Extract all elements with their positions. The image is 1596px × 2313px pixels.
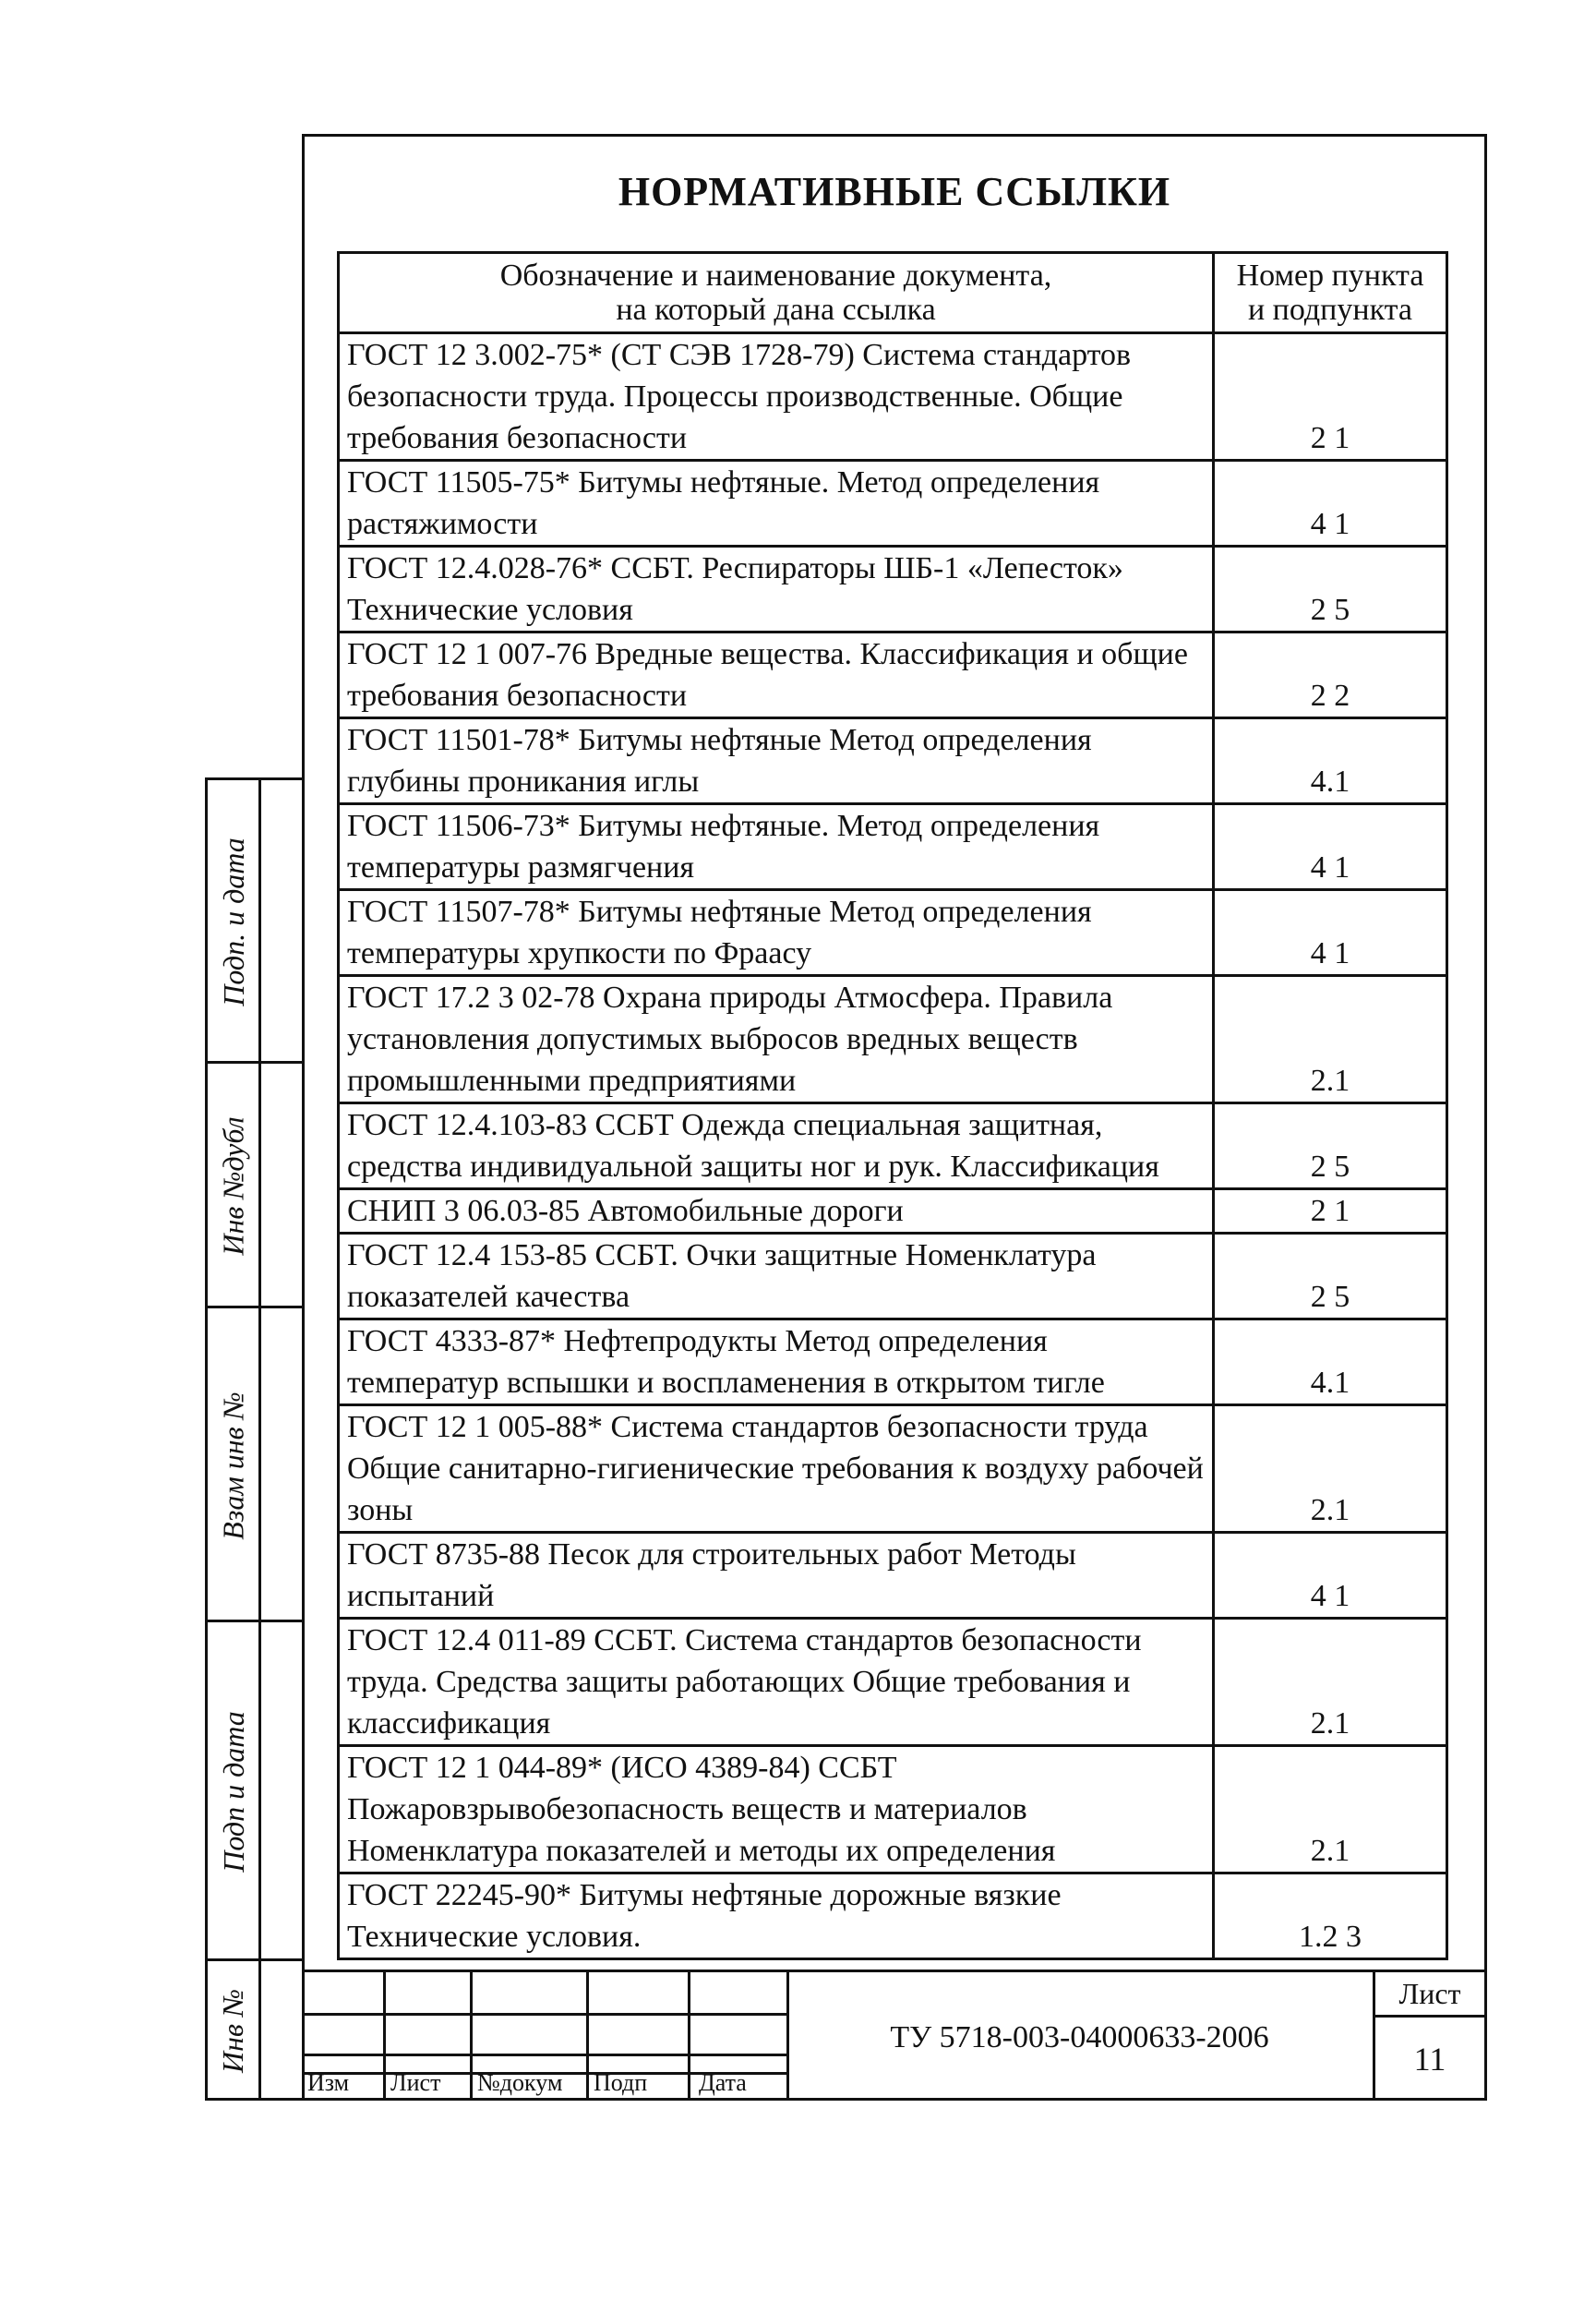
clause-number-cell: 4.1 [1214, 718, 1447, 804]
side-label-dup-inv: Инв №дубл [216, 1116, 250, 1256]
table-row [339, 632, 1447, 718]
table-row [339, 1234, 1447, 1319]
stamp-header-sheet: Лист [390, 2069, 441, 2096]
side-label-sign-date-2: Подп и дата [216, 1711, 250, 1873]
document-name-cell: ГОСТ 4333-87* Нефтепродукты Метод определения температур вспышки и воспламенения в открытом тигле [339, 1319, 1214, 1405]
stamp-line [302, 2054, 786, 2056]
side-stamp-strip [205, 777, 302, 2101]
document-name-cell: ГОСТ 11507-78* Битумы нефтяные Метод определения температуры хрупкости по Фраасу [339, 890, 1214, 976]
document-name-cell: ГОСТ 22245-90* Битумы нефтяные дорожные вязкие Технические условия. [339, 1873, 1214, 1959]
title-block [302, 1970, 1487, 2101]
document-name-cell: ГОСТ 11501-78* Битумы нефтяные Метод определения глубины проникания иглы [339, 718, 1214, 804]
references-table [337, 251, 1448, 1960]
document-name-cell: ГОСТ 12 1 044-89* (ИСО 4389-84) ССБТ Пожаровзрывобезопасность веществ и материалов Номенклатура показателей и методы их определения [339, 1746, 1214, 1873]
table-row [339, 1189, 1447, 1234]
clause-number-cell: 4 1 [1214, 890, 1447, 976]
side-label-replace-inv: Взам инв № [216, 1391, 250, 1540]
clause-number-cell: 2 1 [1214, 333, 1447, 461]
clause-number-cell: 4 1 [1214, 1533, 1447, 1619]
document-name-cell: ГОСТ 12.4.028-76* ССБТ. Респираторы ШБ-1 «Лепесток» Технические условия [339, 547, 1214, 632]
document-name-cell: ГОСТ 12 1 005-88* Система стандартов безопасности труда Общие санитарно-гигиенические требования к воздуху рабочей зоны [339, 1405, 1214, 1533]
header-document: Обозначение и наименование документа, на который дана ссылка [339, 253, 1214, 333]
table-row [339, 1746, 1447, 1873]
table-row [339, 1873, 1447, 1959]
table-row [339, 333, 1447, 461]
sheet-number: 11 [1413, 2041, 1446, 2078]
stamp-line [302, 2013, 786, 2016]
stamp-line [688, 1972, 690, 2101]
clause-number-cell: 2 1 [1214, 1189, 1447, 1234]
document-name-cell: ГОСТ 12 3.002-75* (СТ СЭВ 1728-79) Система стандартов безопасности труда. Процессы производственные. Общие требования безопасности [339, 333, 1214, 461]
table-row [339, 1619, 1447, 1746]
side-label-sign-date-1: Подп. и дата [216, 837, 250, 1006]
document-name-cell: ГОСТ 11505-75* Битумы нефтяные. Метод определения растяжимости [339, 461, 1214, 547]
clause-number-cell: 1.2 3 [1214, 1873, 1447, 1959]
table-row [339, 976, 1447, 1103]
stamp-header-docnum: №докум [477, 2069, 563, 2096]
document-name-cell: СНИП 3 06.03-85 Автомобильные дороги [339, 1189, 1214, 1234]
clause-number-cell: 2.1 [1214, 1405, 1447, 1533]
stamp-line [586, 1972, 589, 2101]
document-name-cell: ГОСТ 11506-73* Битумы нефтяные. Метод определения температуры размягчения [339, 804, 1214, 890]
table-row [339, 718, 1447, 804]
clause-number-cell: 2.1 [1214, 1619, 1447, 1746]
document-name-cell: ГОСТ 8735-88 Песок для строительных работ Методы испытаний [339, 1533, 1214, 1619]
table-row [339, 1533, 1447, 1619]
stamp-header-change: Изм [307, 2069, 350, 2096]
table-row [339, 1405, 1447, 1533]
clause-number-cell: 2 5 [1214, 1234, 1447, 1319]
document-name-cell: ГОСТ 12.4 011-89 ССБТ. Система стандартов безопасности труда. Средства защиты работающих Общие требования и классификация [339, 1619, 1214, 1746]
clause-number-cell: 2 2 [1214, 632, 1447, 718]
clause-number-cell: 4.1 [1214, 1319, 1447, 1405]
clause-number-cell: 2 5 [1214, 547, 1447, 632]
stamp-line [470, 1972, 473, 2101]
sheet-label: Лист [1398, 1976, 1461, 2010]
document-name-cell: ГОСТ 17.2 3 02-78 Охрана природы Атмосфера. Правила установления допустимых выбросов вредных веществ промышленными предприятиями [339, 976, 1214, 1103]
stamp-header-sign: Подп [594, 2069, 648, 2096]
clause-number-cell: 2.1 [1214, 976, 1447, 1103]
table-row [339, 1319, 1447, 1405]
table-row [339, 547, 1447, 632]
stamp-header-date: Дата [699, 2069, 747, 2096]
clause-number-cell: 2 5 [1214, 1103, 1447, 1189]
table-row [339, 461, 1447, 547]
table-row [339, 804, 1447, 890]
stamp-line [383, 1972, 386, 2101]
document-name-cell: ГОСТ 12.4.103-83 ССБТ Одежда специальная защитная, средства индивидуальной защиты ног и рук. Классификация [339, 1103, 1214, 1189]
document-designation: ТУ 5718-003-04000633-2006 [890, 2020, 1269, 2054]
side-label-inv: Инв № [216, 1988, 250, 2073]
table-row [339, 890, 1447, 976]
table-row [339, 1103, 1447, 1189]
document-name-cell: ГОСТ 12 1 007-76 Вредные вещества. Классификация и общие требования безопасности [339, 632, 1214, 718]
header-clause: Номер пункта и подпункта [1214, 253, 1447, 333]
page-title: НОРМАТИВНЫЕ ССЫЛКИ [618, 169, 1171, 214]
document-name-cell: ГОСТ 12.4 153-85 ССБТ. Очки защитные Номенклатура показателей качества [339, 1234, 1214, 1319]
clause-number-cell: 2.1 [1214, 1746, 1447, 1873]
clause-number-cell: 4 1 [1214, 804, 1447, 890]
clause-number-cell: 4 1 [1214, 461, 1447, 547]
